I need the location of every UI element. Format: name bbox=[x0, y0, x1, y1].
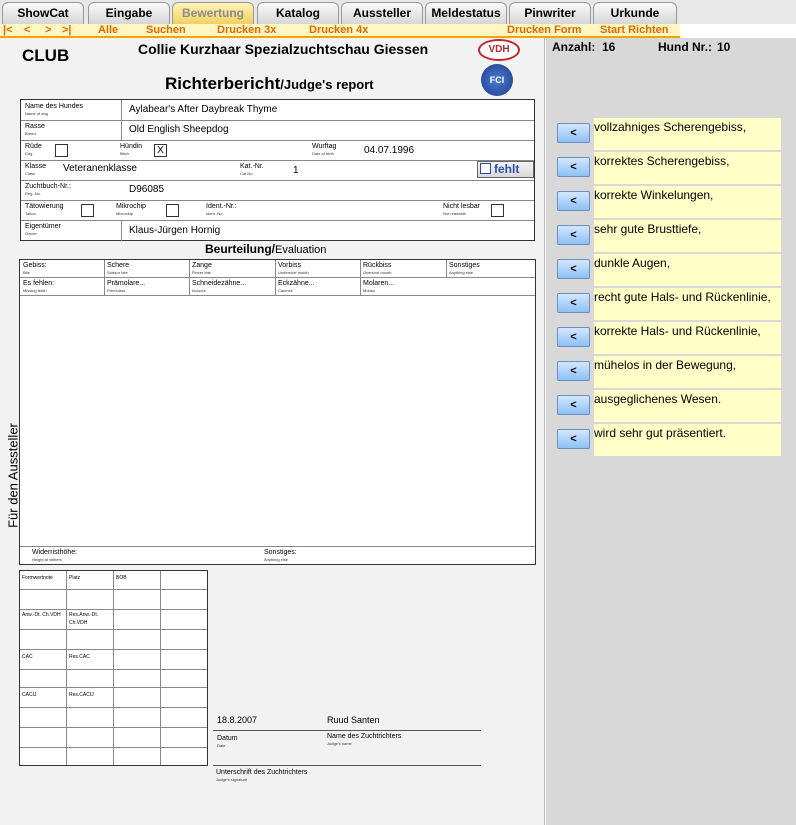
fehlt-button[interactable] bbox=[477, 161, 534, 178]
fehlt-label: fehlt bbox=[494, 162, 520, 176]
tab-katalog[interactable]: Katalog bbox=[257, 2, 339, 24]
chip-checkbox[interactable] bbox=[166, 204, 179, 217]
phrase-text[interactable]: mühelos in der Bewegung, bbox=[594, 356, 781, 388]
grades-grid bbox=[19, 570, 208, 766]
phrase-row bbox=[556, 356, 781, 388]
anything-else-cell: Sonstiges Anything else bbox=[449, 262, 480, 275]
tab-showcat[interactable]: ShowCat bbox=[2, 2, 84, 24]
breed-value: Old English Sheepdog bbox=[129, 124, 229, 135]
report-title-en: /Judge's report bbox=[280, 77, 374, 92]
judge-name-label: Name des Zuchtrichters Judge's name bbox=[327, 733, 402, 746]
evaluation-box bbox=[19, 259, 536, 565]
signature-label: Unterschrift des Zuchtrichters Judge's signature bbox=[216, 769, 308, 782]
insert-phrase-button[interactable]: < bbox=[557, 429, 590, 449]
insert-phrase-button[interactable]: < bbox=[557, 361, 590, 381]
nav-drucken-form[interactable]: Drucken Form bbox=[507, 24, 582, 36]
nav-bar bbox=[0, 24, 680, 36]
evaluation-text-area[interactable] bbox=[20, 296, 535, 546]
report-title bbox=[165, 74, 374, 94]
bite-cell: Gebiss: Bite bbox=[23, 262, 47, 275]
phrase-text[interactable]: ausgeglichenes Wesen. bbox=[594, 390, 781, 422]
nav-drucken-4x[interactable]: Drucken 4x bbox=[309, 24, 369, 36]
phrase-row bbox=[556, 220, 781, 252]
canines-cell: Eckzähne... Canines bbox=[278, 280, 315, 293]
grade-cacij: CACIJ bbox=[22, 692, 37, 698]
insert-phrase-button[interactable]: < bbox=[557, 259, 590, 279]
fci-logo: FCI bbox=[481, 64, 513, 96]
insert-phrase-button[interactable]: < bbox=[557, 395, 590, 415]
show-title: Collie Kurzhaar Spezialzuchtschau Giessen bbox=[138, 41, 429, 57]
insert-phrase-button[interactable]: < bbox=[557, 157, 590, 177]
phrase-text[interactable]: korrekte Winkelungen, bbox=[594, 186, 781, 218]
tab-eingabe[interactable]: Eingabe bbox=[88, 2, 170, 24]
phrase-text[interactable]: dunkle Augen, bbox=[594, 254, 781, 286]
insert-phrase-button[interactable]: < bbox=[557, 191, 590, 211]
phrase-text[interactable]: recht gute Hals- und Rückenlinie, bbox=[594, 288, 781, 320]
scissor-cell: Schere Scissor bite bbox=[107, 262, 130, 275]
tab-bar bbox=[0, 0, 796, 24]
phrase-row bbox=[556, 254, 781, 286]
tattoo-checkbox[interactable] bbox=[81, 204, 94, 217]
ident-label: Ident.-Nr.: Ident.-No. bbox=[206, 203, 237, 216]
dog-name-value: Aylabear's After Daybreak Thyme bbox=[129, 104, 278, 115]
catno-label: Kat.-Nr. Cat.No. bbox=[240, 163, 264, 176]
reg-label: Zuchtbuch-Nr.: Reg.-No. bbox=[25, 183, 71, 196]
fehlt-checkbox-icon bbox=[480, 163, 491, 174]
phrase-text[interactable]: korrekte Hals- und Rückenlinie, bbox=[594, 322, 781, 354]
phrase-row bbox=[556, 288, 781, 320]
tab-meldestatus[interactable]: Meldestatus bbox=[425, 2, 507, 24]
class-value: Veteranenklasse bbox=[63, 163, 137, 174]
report-form bbox=[0, 38, 545, 825]
vdh-logo: VDH bbox=[478, 39, 520, 61]
male-checkbox[interactable] bbox=[55, 144, 68, 157]
owner-label: Eigentümer Owner bbox=[25, 223, 61, 236]
date-label: Datum Date bbox=[217, 735, 238, 748]
exhibitor-vertical-label: Für den Aussteller bbox=[5, 423, 21, 528]
phrase-text[interactable]: sehr gute Brusttiefe, bbox=[594, 220, 781, 252]
female-checkbox[interactable]: X bbox=[154, 144, 167, 157]
grade-res-anw-dt-ch: Res.Anw.-Dt. Ch.VDH bbox=[69, 612, 99, 626]
nav-start-richten[interactable]: Start Richten bbox=[600, 24, 669, 36]
nav-prev[interactable]: < bbox=[24, 24, 31, 36]
other-label: Sonstiges: Anything else bbox=[264, 549, 297, 562]
nav-drucken-3x[interactable]: Drucken 3x bbox=[217, 24, 277, 36]
phrase-text[interactable]: korrektes Scherengebiss, bbox=[594, 152, 781, 184]
dog-name-label: Name des Hundes Name of dog bbox=[25, 103, 83, 116]
dob-label: Wurftag Date of birth bbox=[312, 143, 337, 156]
class-label: Klasse Class bbox=[25, 163, 47, 176]
phrase-row bbox=[556, 390, 781, 422]
undershot-cell: Vorbiss Undershot mouth bbox=[278, 262, 309, 275]
premolars-cell: Prämolare... Premolars bbox=[107, 280, 146, 293]
signature-divider bbox=[213, 730, 481, 731]
grade-formwert: Formwertnote bbox=[22, 575, 53, 581]
phrase-row bbox=[556, 424, 781, 456]
male-label: Rüde Dog bbox=[25, 143, 42, 156]
phrase-row bbox=[556, 322, 781, 354]
grade-platz: Platz bbox=[69, 575, 81, 581]
dog-no-value: 10 bbox=[717, 40, 731, 54]
missing-teeth-cell: Es fehlen: Missing teeth bbox=[23, 280, 55, 293]
insert-phrase-button[interactable]: < bbox=[557, 327, 590, 347]
dog-no-label: Hund Nr.: bbox=[658, 40, 712, 54]
phrase-row bbox=[556, 152, 781, 184]
nav-next[interactable]: > bbox=[45, 24, 52, 36]
withers-label: Widerristhöhe: Height at withers bbox=[32, 549, 78, 562]
evaluation-title: Beurteilung/Evaluation bbox=[205, 242, 327, 256]
female-label: Hündin Bitch bbox=[120, 143, 143, 156]
grade-res-cac: Res.CAC bbox=[69, 654, 90, 660]
phrase-text[interactable]: wird sehr gut präsentiert. bbox=[594, 424, 781, 456]
phrase-panel bbox=[546, 38, 796, 825]
catno-value: 1 bbox=[293, 165, 299, 176]
nav-first[interactable]: |< bbox=[3, 24, 13, 36]
phrase-text[interactable]: vollzahniges Scherengebiss, bbox=[594, 118, 781, 150]
judging-date: 18.8.2007 bbox=[217, 715, 258, 725]
unreadable-label: Nicht lesbar Not readable bbox=[443, 203, 480, 216]
overshot-cell: Rückbiss Overshot mouth bbox=[363, 262, 392, 275]
unreadable-checkbox[interactable] bbox=[491, 204, 504, 217]
tab-urkunde[interactable]: Urkunde bbox=[593, 2, 677, 24]
reg-value: D96085 bbox=[129, 184, 165, 195]
tattoo-label: Tätowierung Tattoo bbox=[25, 203, 64, 216]
grade-bob: BOB bbox=[116, 575, 127, 581]
chip-label: Mikrochip Microchip bbox=[116, 203, 146, 216]
phrase-row bbox=[556, 118, 781, 150]
count-label: Anzahl: bbox=[552, 40, 596, 54]
insert-phrase-button[interactable]: < bbox=[557, 123, 590, 143]
phrase-row bbox=[556, 186, 781, 218]
nav-suchen[interactable]: Suchen bbox=[146, 24, 186, 36]
signature-line bbox=[213, 765, 481, 766]
grade-res-cacij: Res.CACIJ bbox=[69, 692, 94, 698]
pincer-cell: Zange Pincer bite bbox=[192, 262, 212, 275]
club-label: CLUB bbox=[22, 46, 70, 65]
incisors-cell: Schneidezähne... Incisors bbox=[192, 280, 247, 293]
tab-bewertung[interactable]: Bewertung bbox=[172, 2, 254, 24]
owner-value: Klaus-Jürgen Hornig bbox=[129, 225, 221, 236]
breed-label: Rasse Breed bbox=[25, 123, 45, 136]
grade-anw-dt-ch: Anw.-Dt. Ch.VDH bbox=[22, 612, 61, 618]
insert-phrase-button[interactable]: < bbox=[557, 293, 590, 313]
tab-aussteller[interactable]: Aussteller bbox=[341, 2, 423, 24]
insert-phrase-button[interactable]: < bbox=[557, 225, 590, 245]
count-value: 16 bbox=[602, 40, 616, 54]
nav-alle[interactable]: Alle bbox=[98, 24, 119, 36]
nav-last[interactable]: >| bbox=[62, 24, 72, 36]
tab-pinwriter[interactable]: Pinwriter bbox=[509, 2, 591, 24]
report-title-de: Richterbericht bbox=[165, 74, 281, 93]
molars-cell: Molaren... Molars bbox=[363, 280, 395, 293]
grade-cac: CAC bbox=[22, 654, 33, 660]
dog-info-box bbox=[20, 99, 535, 241]
judge-name: Ruud Santen bbox=[327, 715, 380, 725]
dob-value: 04.07.1996 bbox=[364, 145, 415, 156]
